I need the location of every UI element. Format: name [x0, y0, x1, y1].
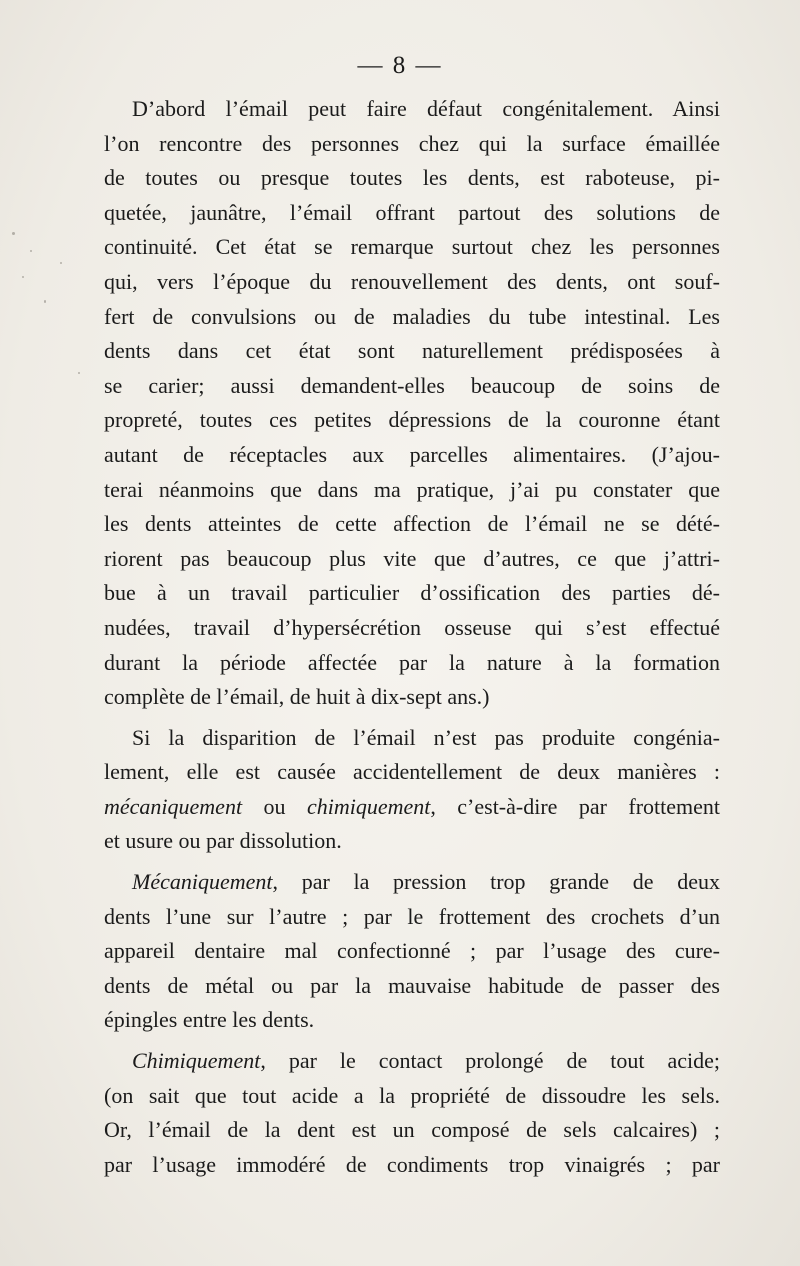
page-body [104, 92, 720, 1182]
text-line: dents l’une sur l’autre ; par le frottement des crochets d’un [104, 903, 720, 929]
scan-speck [30, 250, 32, 252]
text-line: fert de convulsions ou de maladies du tube intestinal. Les [104, 303, 720, 329]
paragraph-3 [104, 865, 720, 1038]
text-line: durant la période affectée par la nature à la formation [104, 649, 720, 675]
scan-speck [12, 232, 15, 235]
text-line: terai néanmoins que dans ma pratique, j’ai pu constater que [104, 476, 720, 502]
text-line: autant de réceptacles aux parcelles alimentaires. (J’ajou- [104, 441, 720, 467]
text-line: complète de l’émail, de huit à dix-sept ans.) [104, 684, 490, 710]
text-line: bue à un travail particulier d’ossification des parties dé- [104, 580, 720, 606]
text-line: D’abord l’émail peut faire défaut congénitalement. Ainsi [132, 96, 720, 121]
text-line: (on sait que tout acide a la propriété de dissoudre les sels. [104, 1082, 720, 1108]
paragraph-1 [104, 92, 720, 715]
scan-speck [22, 276, 24, 278]
text-line: riorent pas beaucoup plus vite que d’autres, ce que j’attri- [104, 545, 720, 571]
page-number: — 8 — [357, 52, 443, 79]
text-line: se carier; aussi demandent-elles beaucoup de soins de [104, 372, 720, 398]
text-line: dents de métal ou par la mauvaise habitude de passer des [104, 972, 720, 998]
italic-term: Chimiquement [132, 1048, 261, 1074]
text-line: appareil dentaire mal confectionné ; par l’usage des cure- [104, 938, 720, 964]
italic-term: Mécaniquement [132, 869, 273, 895]
text-line: propreté, toutes ces petites dépressions de la couronne étant [104, 407, 720, 433]
text-line: lement, elle est causée accidentellement de deux manières : [104, 759, 720, 785]
text-line: de toutes ou presque toutes les dents, est raboteuse, pi- [104, 165, 720, 191]
text-line: par l’usage immodéré de condiments trop vinaigrés ; par [104, 1151, 720, 1177]
text-line: mécaniquement ou chimiquement, c’est-à-dire par frottement [104, 793, 721, 819]
text-line: les dents atteintes de cette affection de l’émail ne se dété- [104, 511, 720, 537]
text-line: dents dans cet état sont naturellement prédisposées à [104, 338, 720, 364]
text-line: qui, vers l’époque du renouvellement des dents, ont souf- [104, 268, 720, 294]
italic-term: chimiquement [306, 793, 431, 819]
paragraph-2 [104, 721, 720, 859]
scan-speck [78, 372, 80, 374]
paragraph-4 [104, 1044, 720, 1182]
text-line: Or, l’émail de la dent est un composé de sels calcaires) ; [104, 1117, 720, 1143]
scan-speck [60, 262, 62, 264]
scan-speck [44, 300, 46, 303]
text-line: Mécaniquement, par la pression trop grande de deux [132, 869, 720, 895]
text-line: et usure ou par dissolution. [104, 828, 342, 854]
text-line: nudées, travail d’hypersécrétion osseuse qui s’est effectué [104, 614, 720, 640]
text-line: Chimiquement, par le contact prolongé de tout acide; [132, 1048, 720, 1074]
italic-term: mécaniquement [104, 793, 243, 819]
text-line: continuité. Cet état se remarque surtout chez les personnes [104, 234, 720, 260]
text-line: quetée, jaunâtre, l’émail offrant partout des solutions de [104, 199, 720, 225]
text-line: l’on rencontre des personnes chez qui la surface émaillée [104, 130, 720, 156]
text-line: épingles entre les dents. [104, 1007, 315, 1033]
text-line: Si la disparition de l’émail n’est pas produite congénia- [132, 724, 720, 750]
